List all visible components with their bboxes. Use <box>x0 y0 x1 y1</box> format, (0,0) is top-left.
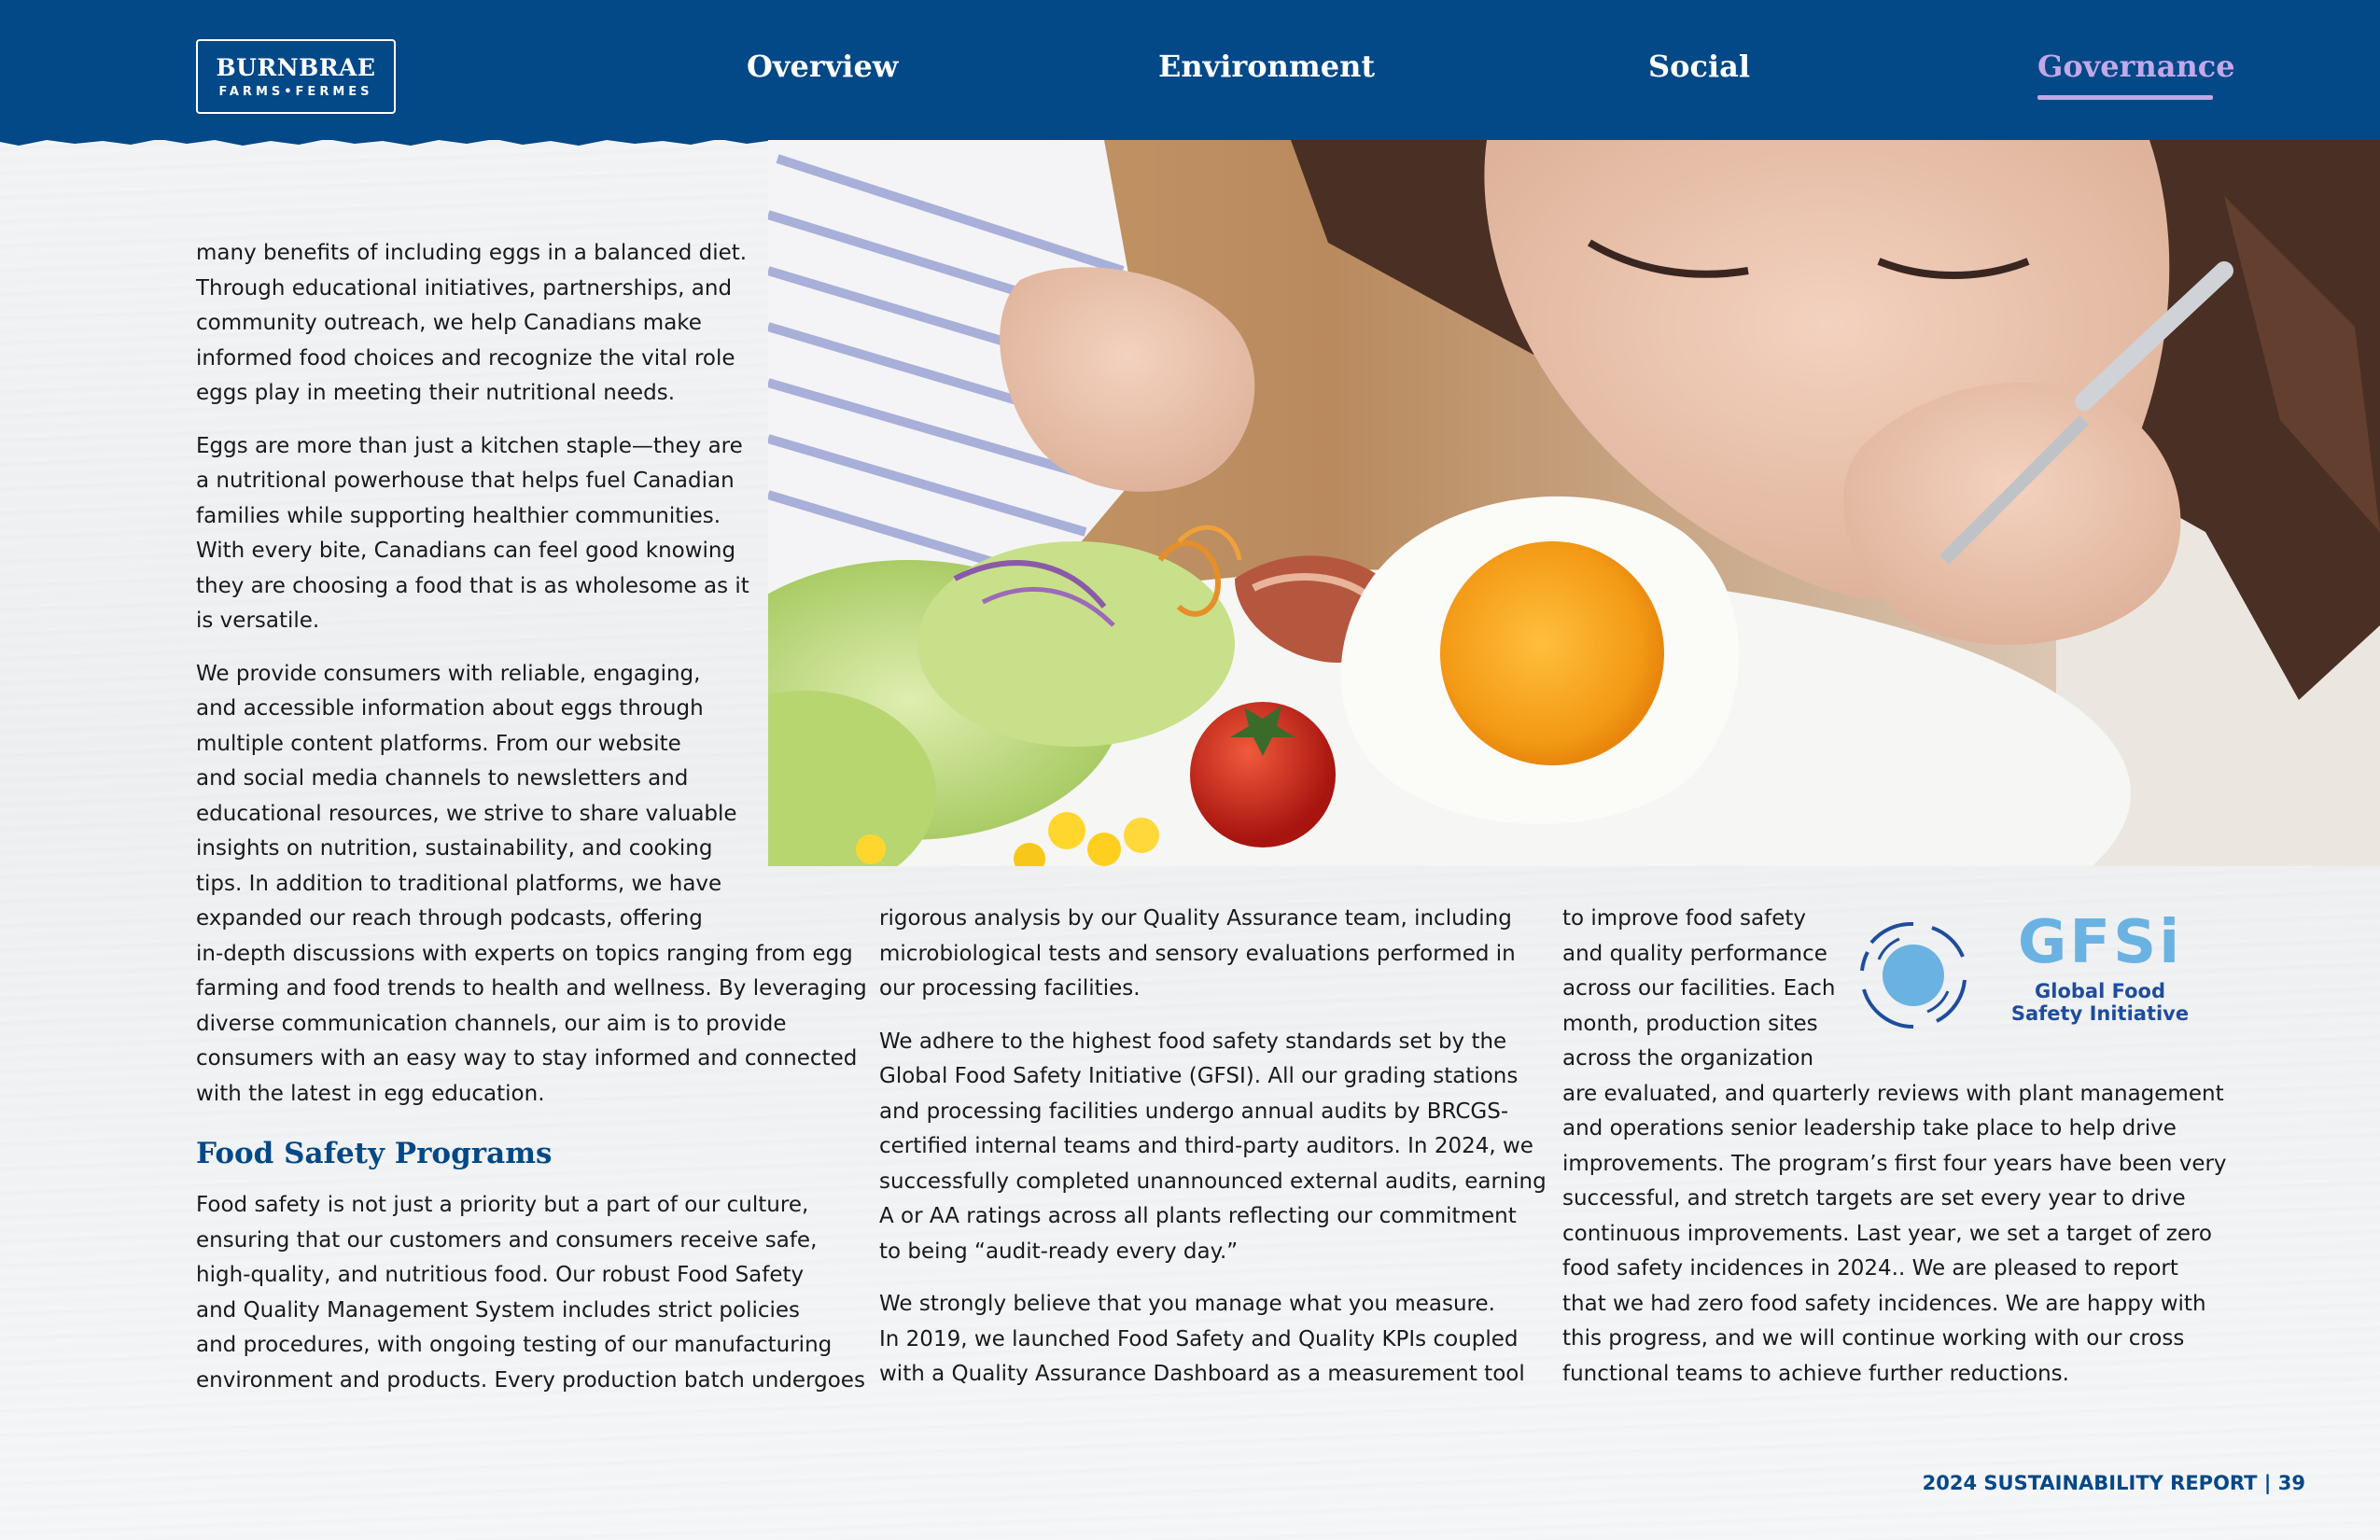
text-line: is versatile. <box>196 609 320 633</box>
nav-governance[interactable]: Governance <box>2037 49 2235 84</box>
burnbrae-logo[interactable] <box>196 39 396 114</box>
text-line: in-depth discussions with experts on topics ranging from egg <box>196 941 853 966</box>
text-line: tips. In addition to traditional platforms, we have <box>196 871 722 896</box>
nav-active-underline <box>2037 95 2213 100</box>
text-line: and operations senior leadership take place to help drive <box>1562 1116 2177 1141</box>
text-line: Food safety is not just a priority but a part of our culture, <box>196 1193 809 1217</box>
hero-photo <box>768 140 2380 866</box>
text-line: environment and products. Every production batch undergoes <box>196 1367 865 1393</box>
text-line: to being “audit-ready every day.” <box>879 1239 1239 1264</box>
text-line: functional teams to achieve further reductions. <box>1562 1361 2069 1386</box>
text-line: this progress, and we will continue working with our cross <box>1562 1326 2185 1351</box>
text-line: successful, and stretch targets are set every year to drive <box>1562 1186 2186 1211</box>
page-footer: 2024 SUSTAINABILITY REPORT | 39 <box>1922 1472 2305 1494</box>
paragraph-gfsi-standards <box>879 1025 1547 1270</box>
text-line: that we had zero food safety incidences. We are happy with <box>1562 1291 2206 1316</box>
text-line: many benefits of including eggs in a balanced diet. <box>196 241 748 265</box>
text-line: diverse communication channels, our aim is to provide <box>196 1011 787 1036</box>
text-line: and processing facilities undergo annual audits by BRCGS- <box>879 1099 1509 1124</box>
photo-girl-eating-breakfast-icon <box>768 140 2380 866</box>
text-line: and quality performance <box>1562 941 1827 966</box>
gfsi-acronym: GFSi <box>2017 908 2183 977</box>
text-line: successfully completed unannounced external audits, earning <box>879 1169 1547 1194</box>
text-line: rigorous analysis by our Quality Assurance team, including <box>879 906 1512 931</box>
text-line: and Quality Management System includes strict policies <box>196 1297 801 1323</box>
text-line: microbiological tests and sensory evaluations performed in <box>879 941 1516 966</box>
gfsi-name-line1: Global Food <box>2035 980 2165 1002</box>
text-line: with a Quality Assurance Dashboard as a measurement tool <box>879 1362 1525 1386</box>
text-line: families while supporting healthier communities. <box>196 503 721 528</box>
logo-wordmark: BURNBRAE <box>216 54 376 81</box>
text-line: We strongly believe that you manage what you measure. <box>879 1292 1495 1316</box>
top-navigation-bar <box>0 0 2380 140</box>
text-line: Global Food Safety Initiative (GFSI). All our grading stations <box>879 1064 1519 1088</box>
text-line: improvements. The program’s first four years have been very <box>1562 1151 2227 1176</box>
nav-environment[interactable]: Environment <box>1158 49 1376 84</box>
text-line: multiple content platforms. From our website <box>196 731 681 756</box>
text-line: With every bite, Canadians can feel good knowing <box>196 539 736 563</box>
text-line: food safety incidences in 2024.. We are pleased to report <box>1562 1256 2178 1281</box>
column-left-food-safety <box>196 1188 865 1416</box>
paragraph-manage-measure <box>879 1287 1547 1393</box>
text-line: ensuring that our customers and consumers receive safe, <box>196 1227 818 1253</box>
text-line: and social media channels to newsletters and <box>196 766 689 791</box>
text-line: insights on nutrition, sustainability, and cooking <box>196 836 713 861</box>
gfsi-logo-icon <box>1843 905 1983 1045</box>
logo-subtitle: FARMS•FERMES <box>218 85 373 99</box>
text-line: certified internal teams and third-party auditors. In 2024, we <box>879 1134 1533 1158</box>
nav-social[interactable]: Social <box>1648 49 1750 84</box>
text-line: month, production sites <box>1562 1011 1818 1036</box>
text-line: across our facilities. Each <box>1562 976 1836 1001</box>
text-line: are evaluated, and quarterly reviews with plant management <box>1562 1081 2224 1106</box>
text-line: to improve food safety <box>1562 906 1806 931</box>
text-line: continuous improvements. Last year, we set a target of zero <box>1562 1221 2212 1246</box>
text-line: In 2019, we launched Food Safety and Quality KPIs coupled <box>879 1326 1519 1351</box>
paragraph-food-safety-culture <box>196 1188 865 1398</box>
text-line: across the organization <box>1562 1046 1814 1071</box>
column-left <box>196 236 867 1129</box>
text-line: A or AA ratings across all plants reflecting our commitment <box>879 1204 1517 1228</box>
text-line: educational resources, we strive to share valuable <box>196 801 737 826</box>
text-line: eggs play in meeting their nutritional needs. <box>196 381 676 405</box>
text-line: consumers with an easy way to stay informed and connected <box>196 1046 858 1071</box>
text-line: We adhere to the highest food safety standards set by the <box>879 1029 1507 1054</box>
text-line: our processing facilities. <box>879 976 1141 1001</box>
section-heading-food-safety: Food Safety Programs <box>196 1137 553 1170</box>
paragraph-eggs-benefits <box>196 236 867 412</box>
gfsi-wordmark <box>2007 905 2193 1025</box>
text-line: farming and food trends to health and wellness. By leveraging <box>196 976 867 1001</box>
paragraph-rigorous-analysis <box>879 902 1547 1007</box>
text-line: Eggs are more than just a kitchen staple—they are <box>196 433 743 458</box>
text-line: and accessible information about eggs through <box>196 696 704 721</box>
text-line: and procedures, with ongoing testing of our manufacturing <box>196 1333 833 1357</box>
nav-overview[interactable]: Overview <box>747 49 899 84</box>
paragraph-content-platforms <box>196 657 867 1113</box>
gfsi-name-line2: Safety Initiative <box>2010 1002 2190 1025</box>
gfsi-logo <box>1843 905 2189 1045</box>
text-line: they are choosing a food that is as wholesome as it <box>196 573 749 598</box>
text-line: Through educational initiatives, partnerships, and <box>196 275 733 301</box>
text-line: high-quality, and nutritious food. Our robust Food Safety <box>196 1263 805 1287</box>
text-line: expanded our reach through podcasts, offering <box>196 906 703 931</box>
text-line: We provide consumers with reliable, engaging, <box>196 661 701 686</box>
text-line: informed food choices and recognize the vital role <box>196 345 735 371</box>
text-line: community outreach, we help Canadians make <box>196 311 702 335</box>
text-line: a nutritional powerhouse that helps fuel Canadian <box>196 469 735 493</box>
text-line: with the latest in egg education. <box>196 1081 545 1106</box>
column-middle <box>879 902 1547 1410</box>
paragraph-kitchen-staple <box>196 429 867 639</box>
